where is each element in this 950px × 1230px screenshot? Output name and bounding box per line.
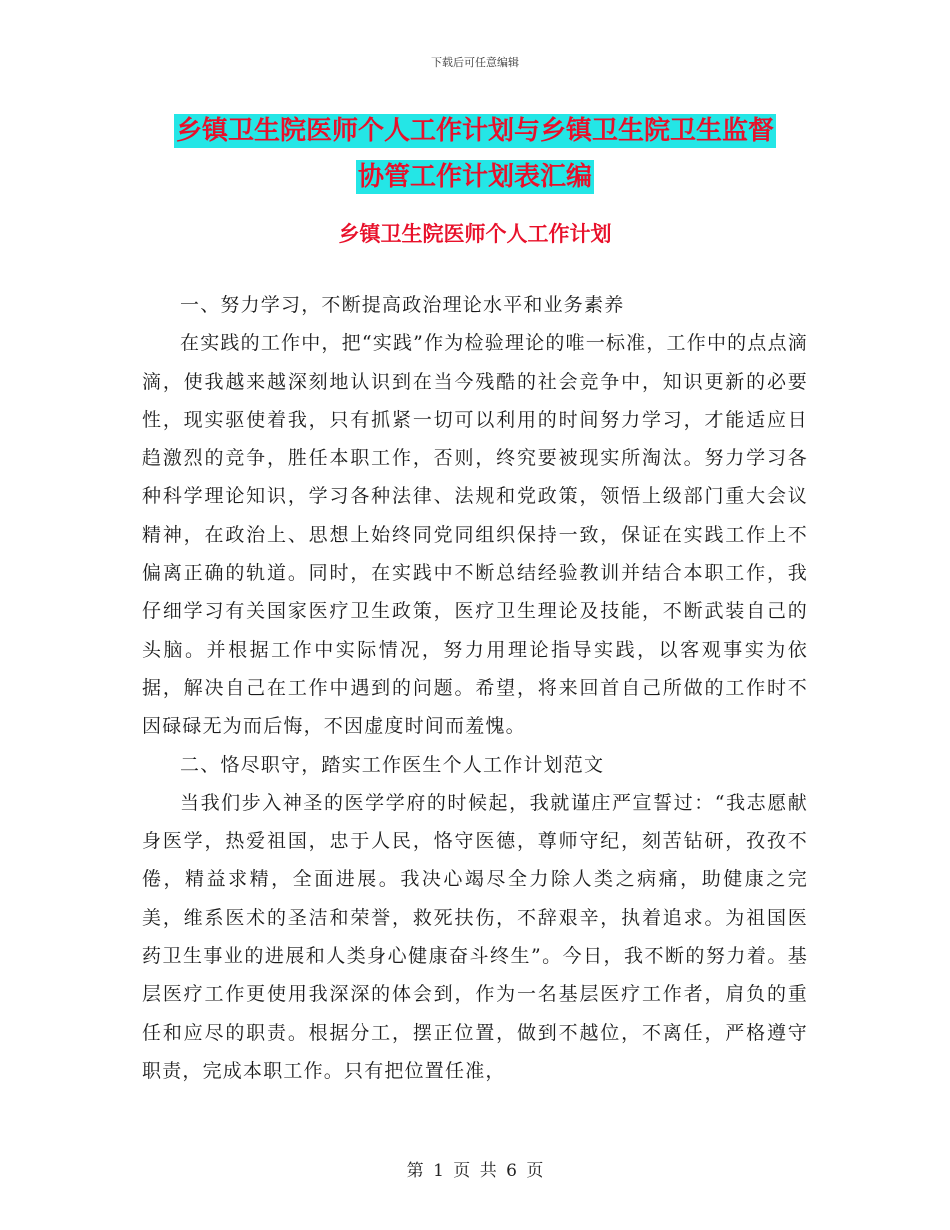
heading-paragraph-1: 一、努力学习，不断提高政治理论水平和业务素养: [180, 294, 625, 316]
section-title: 乡镇卫生院医师个人工作计划: [338, 222, 612, 246]
document-title-line2: 协管工作计划表汇编: [357, 162, 592, 192]
document-body: [142, 286, 808, 1090]
body-paragraph-2: 当我们步入神圣的医学学府的时候起，我就谨庄严宣誓过：“我志愿献身医学，热爱祖国，忠于人民，恪守医德，尊师守纪，刻苦钻研，孜孜不倦，精益求精，全面进展。我决心竭尽全力除人类之病痛，助健康之完美，维系医术的圣洁和荣誉，救死扶伤，不辞艰辛，执着追求。为祖国医药卫生事业的进展和人类身心健康奋斗终生”。今日，我不断的努力着。基层医疗工作更使用我深深的体会到，作为一名基层医疗工作者，肩负的重任和应尽的职责。根据分工，摆正位置，做到不越位，不离任，严格遵守职责，完成本职工作。只有把位置任准，: [142, 791, 808, 1082]
page-header-note: 下载后可任意编辑: [431, 56, 519, 69]
body-paragraph-1: 在实践的工作中，把“实践”作为检验理论的唯一标准，工作中的点点滴滴，使我越来越深刻地认识到在当今残酷的社会竞争中，知识更新的必要性，现实驱使着我，只有抓紧一切可以利用的时间努力学习，才能适应日趋激烈的竞争，胜任本职工作，否则，终究要被现实所淘汰。努力学习各种科学理论知识，学习各种法律、法规和党政策，领悟上级部门重大会议精神，在政治上、思想上始终同党同组织保持一致，保证在实践工作上不偏离正确的轨道。同时，在实践中不断总结经验教训并结合本职工作，我仔细学习有关国家医疗卫生政策，医疗卫生理论及技能，不断武装自己的头脑。并根据工作中实际情况，努力用理论指导实践，以客观事实为依据，解决自己在工作中遇到的问题。希望，将来回首自己所做的工作时不因碌碌无为而后悔，不因虚度时间而羞愧。: [142, 332, 808, 738]
document-title-line1: 乡镇卫生院医师个人工作计划与乡镇卫生院卫生监督: [175, 116, 774, 146]
page-number: 第 1 页 共 6 页: [406, 1161, 544, 1181]
heading-paragraph-2: 二、恪尽职守，踏实工作医生个人工作计划范文: [180, 753, 605, 776]
document-title: [0, 108, 950, 200]
